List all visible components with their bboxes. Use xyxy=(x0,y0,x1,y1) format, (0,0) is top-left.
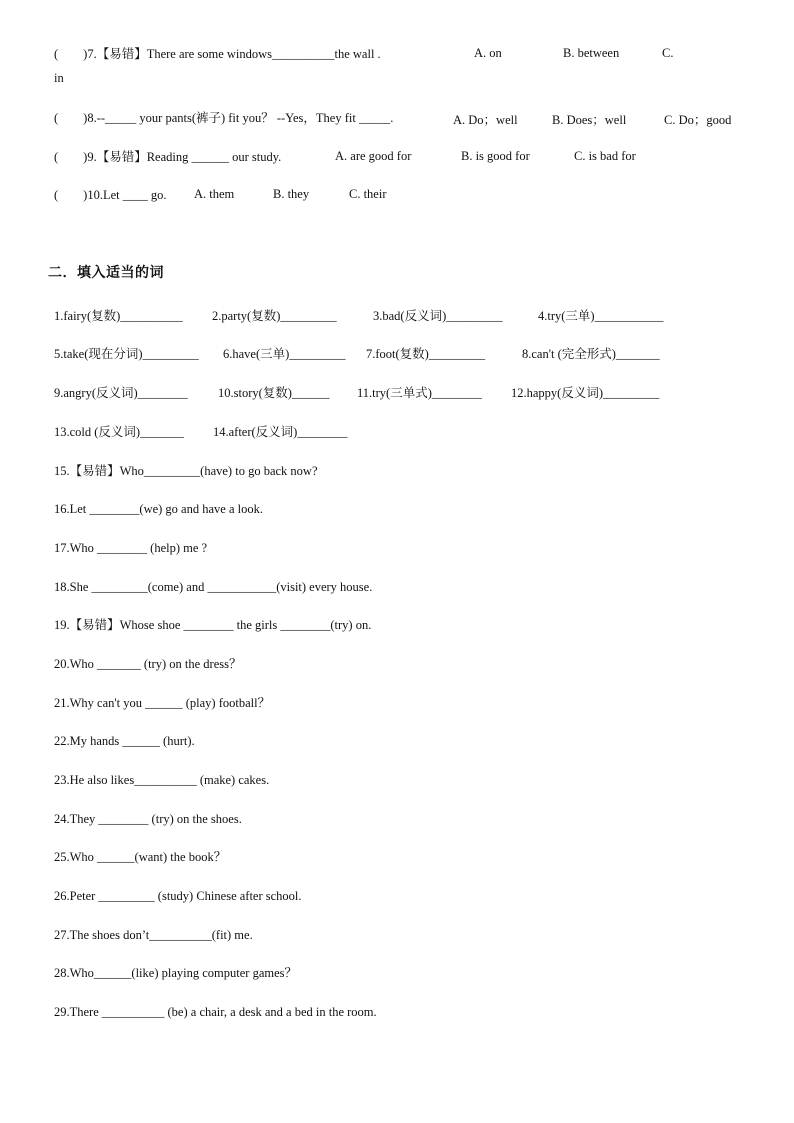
question-10-text: ( )10.Let ____ go. xyxy=(54,188,167,202)
question-7 xyxy=(54,46,381,62)
question-7-option-c: C. xyxy=(662,46,674,60)
grid-item: 9.angry(反义词)________ xyxy=(54,386,188,400)
grid-item: 1.fairy(复数)__________ xyxy=(54,309,183,323)
grid-item: 10.story(复数)______ xyxy=(218,386,330,400)
grid-item: 12.happy(反义词)_________ xyxy=(511,386,660,400)
question-8-text: ( )8.--_____ your pants(裤子) fit you？ --Yes，They fit _____. xyxy=(54,111,394,125)
sentence-item: 25.Who ______(want) the book？ xyxy=(54,850,227,864)
question-7-text: ( )7.【易错】There are some windows__________the wall . xyxy=(54,47,381,61)
question-7-wrap: in xyxy=(54,71,64,85)
grid-item: 4.try(三单)___________ xyxy=(538,309,664,323)
grid-item: 14.after(反义词)________ xyxy=(213,425,348,439)
section-2-title: 二．填入适当的词 xyxy=(48,265,164,281)
sentence-item: 21.Why can't you ______ (play) football？ xyxy=(54,696,271,710)
grid-item: 7.foot(复数)_________ xyxy=(366,347,486,361)
question-10-option-a: A. them xyxy=(194,187,235,201)
question-7-option-a: A. on xyxy=(474,46,502,60)
grid-item: 6.have(三单)_________ xyxy=(223,347,346,361)
sentence-item: 23.He also likes__________ (make) cakes. xyxy=(54,773,270,787)
question-10-option-c: C. their xyxy=(349,187,387,201)
question-10 xyxy=(54,187,166,203)
question-9-text: ( )9.【易错】Reading ______ our study. xyxy=(54,150,282,164)
sentence-item: 18.She _________(come) and ___________(visit) every house. xyxy=(54,580,373,594)
question-9-option-c: C. is bad for xyxy=(574,149,636,163)
sentence-item: 16.Let ________(we) go and have a look. xyxy=(54,502,263,516)
sentence-item: 27.The shoes don’t__________(fit) me. xyxy=(54,928,253,942)
grid-item: 5.take(现在分词)_________ xyxy=(54,347,199,361)
grid-item: 11.try(三单式)________ xyxy=(357,386,482,400)
grid-item: 2.party(复数)_________ xyxy=(212,309,337,323)
question-9-option-b: B. is good for xyxy=(461,149,530,163)
sentence-item: 20.Who _______ (try) on the dress？ xyxy=(54,657,242,671)
sentence-item: 22.My hands ______ (hurt). xyxy=(54,734,195,748)
grid-item: 3.bad(反义词)_________ xyxy=(373,309,503,323)
sentence-item: 26.Peter _________ (study) Chinese after school. xyxy=(54,889,302,903)
sentence-item: 15.【易错】Who_________(have) to go back now? xyxy=(54,464,318,478)
grid-item: 8.can't (完全形式)_______ xyxy=(522,347,660,361)
question-8-option-a: A. Do；well xyxy=(453,113,518,127)
question-8-option-c: C. Do；good xyxy=(664,113,732,127)
sentence-item: 28.Who______(like) playing computer games？ xyxy=(54,966,297,980)
sentence-item: 29.There __________ (be) a chair, a desk and a bed in the room. xyxy=(54,1005,377,1019)
question-7-option-b: B. between xyxy=(563,46,620,60)
question-10-option-b: B. they xyxy=(273,187,310,201)
sentence-item: 19.【易错】Whose shoe ________ the girls ________(try) on. xyxy=(54,618,372,632)
question-9 xyxy=(54,149,281,165)
grid-item: 13.cold (反义词)_______ xyxy=(54,425,184,439)
sentence-item: 17.Who ________ (help) me ? xyxy=(54,541,208,555)
question-8 xyxy=(54,110,393,126)
question-8-option-b: B. Does；well xyxy=(552,113,627,127)
question-9-option-a: A. are good for xyxy=(335,149,412,163)
sentence-item: 24.They ________ (try) on the shoes. xyxy=(54,812,242,826)
